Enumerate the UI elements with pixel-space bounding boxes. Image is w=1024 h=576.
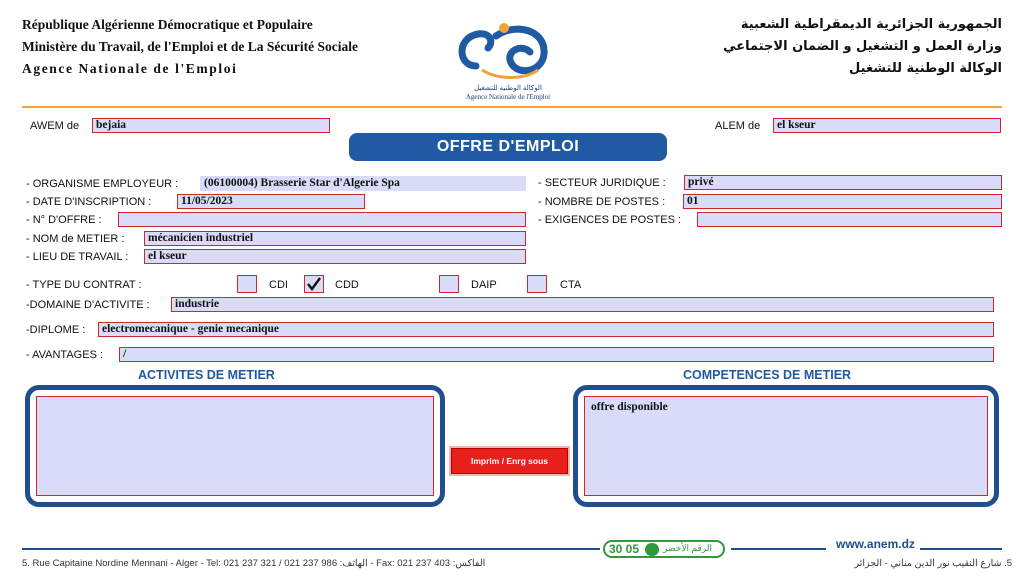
competences-textarea[interactable]: offre disponible — [584, 396, 988, 496]
header-fr-line3: Agence Nationale de l'Emploi — [22, 61, 238, 76]
awem-field[interactable]: bejaia — [92, 118, 330, 133]
competences-title: COMPETENCES DE METIER — [683, 368, 852, 382]
check-icon — [305, 276, 323, 292]
phone-icon — [645, 543, 659, 556]
cdd-checkbox[interactable] — [304, 275, 324, 293]
cdd-label: CDD — [335, 279, 359, 291]
header-fr-line1: République Algérienne Démocratique et Populaire — [22, 17, 313, 32]
avantages-field[interactable]: / — [119, 347, 994, 362]
domaine-label: -DOMAINE D'ACTIVITE : — [26, 299, 150, 311]
activites-textarea[interactable] — [36, 396, 434, 496]
header-divider — [22, 106, 1002, 108]
logo-text-arabic: الوكالة الوطنية للتشغيل — [474, 85, 542, 92]
activites-panel — [25, 385, 445, 507]
secteur-field[interactable]: privé — [684, 175, 1002, 190]
domaine-field[interactable]: industrie — [171, 297, 994, 312]
lieu-travail-label: - LIEU DE TRAVAIL : — [26, 251, 129, 263]
cta-label: CTA — [560, 279, 582, 291]
footer-address-ar: 5. شارع النقيب نور الدين مناني - الجزائر — [854, 558, 1012, 569]
num-offre-field[interactable] — [118, 212, 526, 227]
awem-label: AWEM de — [30, 120, 80, 132]
form-title: OFFRE D'EMPLOI — [349, 133, 667, 161]
alem-field[interactable]: el kseur — [773, 118, 1001, 133]
header-ar-line2: وزارة العمل و التشغيل و الضمان الاجتماعي — [723, 39, 1002, 54]
header-ar-line1: الجمهورية الجزائرية الديمقراطية الشعبية — [740, 17, 1002, 32]
avantages-label: - AVANTAGES : — [26, 349, 104, 361]
header-ar-line3: الوكالة الوطنية للتشغيل — [849, 61, 1002, 76]
cdi-label: CDI — [269, 279, 288, 291]
header-french — [22, 14, 358, 80]
alem-label: ALEM de — [715, 120, 761, 132]
green-number-badge — [603, 540, 725, 558]
header-arabic — [723, 14, 1002, 80]
green-phone-number: 30 05 — [609, 542, 640, 556]
secteur-label: - SECTEUR JURIDIQUE : — [538, 177, 666, 189]
activites-title: ACTIVITES DE METIER — [138, 368, 275, 382]
num-offre-label: - N° D'OFFRE : — [26, 214, 102, 226]
exigences-label: - EXIGENCES DE POSTES : — [538, 214, 682, 226]
print-save-button[interactable]: Imprim / Enrg sous — [451, 448, 568, 474]
date-inscription-label: - DATE D'INSCRIPTION : — [26, 196, 152, 208]
website-link[interactable]: www.anem.dz — [836, 537, 915, 551]
organisme-label: - ORGANISME EMPLOYEUR : — [26, 178, 179, 190]
organisme-field[interactable]: (06100004) Brasserie Star d'Algerie Spa — [200, 176, 526, 191]
nombre-postes-label: - NOMBRE DE POSTES : — [538, 196, 666, 208]
nom-metier-field[interactable]: mécanicien industriel — [144, 231, 526, 246]
nombre-postes-field[interactable]: 01 — [683, 194, 1002, 209]
nom-metier-label: - NOM de METIER : — [26, 233, 125, 245]
daip-label: DAIP — [471, 279, 497, 291]
logo-text-french: Agence Nationale de l'Emploi — [465, 93, 551, 101]
green-number-label: الرقم الأخضر — [663, 543, 712, 553]
diplome-label: -DIPLOME : — [26, 324, 86, 336]
type-contrat-label: - TYPE DU CONTRAT : — [26, 279, 142, 291]
footer-address-fr: 5. Rue Capitaine Nordine Mennani - Alger - Tel: 021 237 321 / 021 237 986 :الهاتف - Fax: 021 237 403 :الفاكس — [22, 558, 486, 569]
exigences-field[interactable] — [697, 212, 1002, 227]
daip-checkbox[interactable] — [439, 275, 459, 293]
footer-line-middle — [731, 548, 826, 550]
footer-line-right — [920, 548, 1002, 550]
date-inscription-field[interactable]: 11/05/2023 — [177, 194, 365, 209]
footer-line-left — [22, 548, 600, 550]
header-fr-line2: Ministère du Travail, de l'Emploi et de La Sécurité Sociale — [22, 39, 358, 54]
cdi-checkbox[interactable] — [237, 275, 257, 293]
lieu-travail-field[interactable]: el kseur — [144, 249, 526, 264]
competences-panel — [573, 385, 999, 507]
cta-checkbox[interactable] — [527, 275, 547, 293]
footer-address — [22, 558, 1012, 569]
diplome-field[interactable]: electromecanique - genie mecanique — [98, 322, 994, 337]
